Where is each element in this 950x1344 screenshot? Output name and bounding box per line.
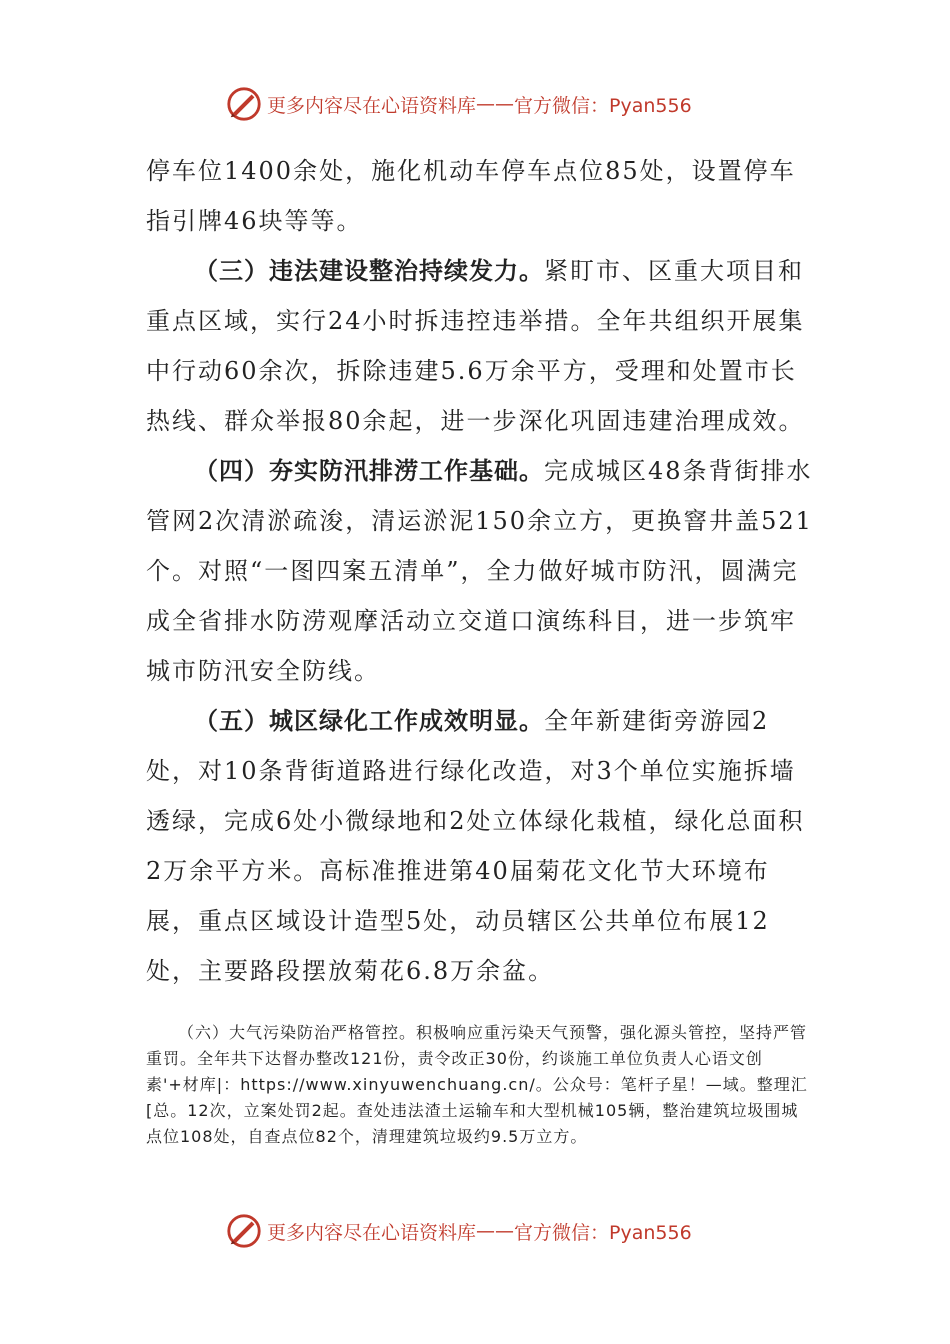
watermark-separator: —— (476, 1220, 515, 1242)
paragraph-parking: 停车位1400余处，施化机动车停车点位85处，设置停车指引牌46块等等。 (146, 157, 796, 235)
section-heading-3: （三）违法建设整治持续发力。 (194, 257, 544, 285)
watermark-brand: 更多内容尽在心语资料库 (267, 94, 477, 117)
section-body-4: 完成城区48条背街排水管网2次清淤疏浚，清运淤泥150余立方，更换窨井盖521个。对照“一图四案五清单”，全力做好城市防汛，圆满完成全省排水防涝观摩活动立交道口演练科目，进一步筑牢城市防汛安全防线。 (146, 457, 813, 685)
section-body-5: 全年新建街旁游园2处，对10条背街道路进行绿化改造，对3个单位实施拆墙透绿，完成6处小微绿地和2处立体绿化栽植，绿化总面积2万余平方米。高标准推进第40届菊花文化节大环境布展，重点区域设计造型5处，动员辖区公共单位布展12处，主要路段摆放菊花6.8万余盆。 (146, 707, 805, 985)
watermark-brand: 更多内容尽在心语资料库 (267, 1221, 477, 1244)
pen-seal-icon (225, 1212, 263, 1250)
header-watermark (225, 84, 692, 124)
watermark-separator: —— (476, 93, 515, 115)
pen-seal-icon (225, 85, 263, 123)
document-body (146, 146, 814, 996)
paragraph-flood-control (146, 446, 814, 696)
footer-watermark (225, 1211, 692, 1251)
paragraph-illegal-construction (146, 246, 814, 446)
section-body-3: 紧盯市、区重大项目和重点区域，实行24小时拆违控违举措。全年共组织开展集中行动60余次，拆除违建5.6万余平方，受理和处置市长热线、群众举报80余起，进一步深化巩固违建治理成效。 (146, 257, 805, 435)
section-heading-5: （五）城区绿化工作成效明显。 (194, 707, 544, 735)
paragraph-greening (146, 696, 814, 996)
watermark-contact: 官方微信：Pyan556 (514, 94, 692, 117)
paragraph-air-pollution: （六）大气污染防治严格管控。积极响应重污染天气预警，强化源头管控，坚持严管重罚。全年共下达督办整改121份，责令改正30份，约谈施工单位负责人心语文创素'+材库|：https://www.xinyuwenchuang.cn/。公众号：笔杆子星！—域。整理汇[总。12次，立案处罚2起。查处违法渣土运输车和大型机械105辆，整治建筑垃圾围城点位108处，自查点位82个，清理建筑垃圾约9.5万立方。 (146, 1023, 808, 1146)
watermark-contact: 官方微信：Pyan556 (514, 1221, 692, 1244)
section-heading-4: （四）夯实防汛排涝工作基础。 (194, 457, 544, 485)
